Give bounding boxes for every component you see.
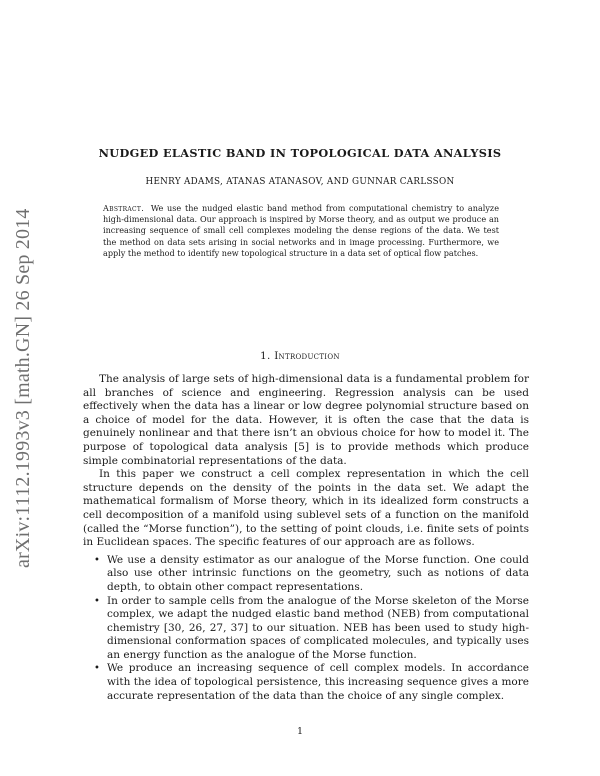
author-list: HENRY ADAMS, ATANAS ATANASOV, AND GUNNAR CARLSSON (145, 177, 455, 187)
arxiv-identifier-stamp[interactable]: arXiv:1112.1993v3 [math.GN] 26 Sep 2014 (12, 208, 34, 568)
abstract-label: Abstract. (103, 203, 145, 213)
paper-title: NUDGED ELASTIC BAND IN TOPOLOGICAL DATA ANALYSIS (98, 146, 502, 160)
paragraph-2: In this paper we construct a cell complex representation in which the cell structure depends on the density of the points in the data set. We adapt the mathematical formalism of Morse theory, which in its idealized form constructs a cell decomposition of a manifold using sublevel sets of a function on the manifold (called the “Morse function”), to the setting of point clouds, i.e. finite sets of points in Euclidean spaces. The specific features of our approach are as follows. (83, 468, 529, 549)
list-item-text: We use a density estimator as our analogue of the Morse function. One could also use other intrinsic functions on the geometry, such as notions of data depth, to obtain other compact representations. (107, 553, 529, 593)
introduction-body (83, 373, 529, 703)
page-number: 1 (296, 726, 304, 737)
section-number: 1. (260, 350, 271, 362)
list-item-text: In order to sample cells from the analogue of the Morse skeleton of the Morse complex, we adapt the nudged elastic band method (NEB) from computational chemistry [30, 26, 27, 37] to our situation. NEB has been used to study high-dimensional conformation spaces of complicated molecules, and typically uses an energy function as the analogue of the Morse function. (107, 594, 529, 661)
list-item (94, 662, 529, 703)
section-heading-introduction (80, 350, 520, 363)
list-item (94, 594, 529, 663)
list-item-text: We produce an increasing sequence of cell complex models. In accordance with the idea of topological persistence, this increasing sequence gives a more accurate representation of the data than the choice of any single complex. (107, 662, 529, 702)
abstract-text: We use the nudged elastic band method from computational chemistry to analyze high-dimensional data. Our approach is inspired by Morse theory, and as output we produce an increasing sequence of small cell complexes modeling the dense regions of the data. We test the method on data sets arising in social networks and in image processing. Furthermore, we apply the method to identify new topological structure in a data set of optical flow patches. (103, 203, 499, 258)
section-title: Introduction (274, 350, 340, 362)
feature-list (83, 554, 529, 704)
bullet-icon: • (94, 554, 100, 566)
bullet-icon: • (94, 663, 100, 675)
bullet-icon: • (94, 595, 100, 607)
paragraph-1: The analysis of large sets of high-dimensional data is a fundamental problem for all branches of science and engineering. Regression analysis can be used effectively when the data has a linear or low degree polynomial structure based on a choice of model for the data. However, it is often the case that the data is genuinely nonlinear and that there isn’t an obvious choice for how to model it. The purpose of topological data analysis [5] is to provide methods which produce simple combinatorial representations of the data. (83, 373, 529, 467)
list-item (94, 553, 529, 595)
abstract (103, 203, 499, 259)
